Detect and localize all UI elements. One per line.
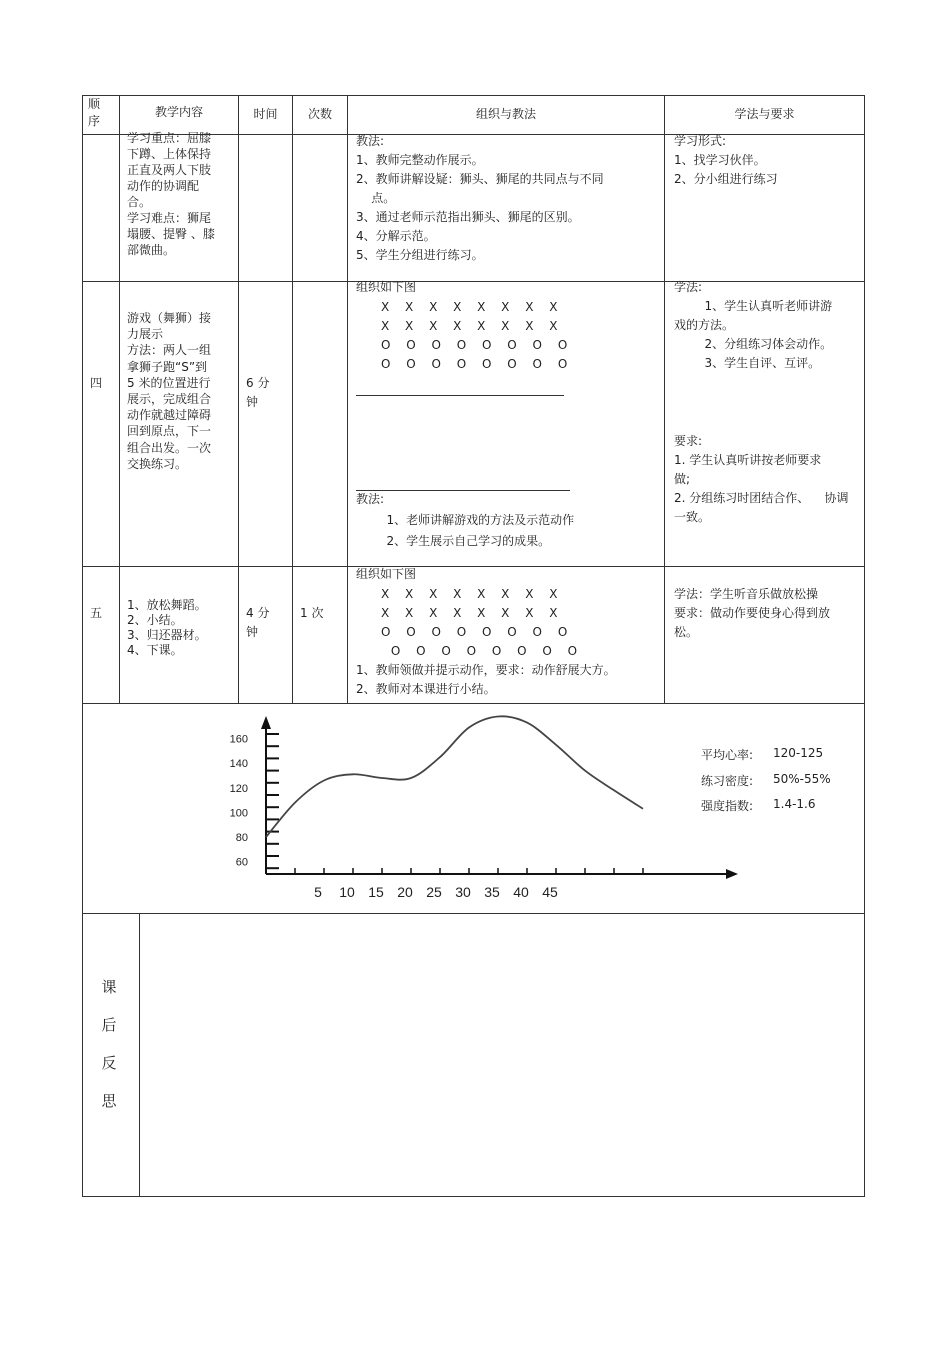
x-tick-label: 15: [368, 884, 384, 900]
x-tick-label: 35: [484, 884, 500, 900]
y-tick-label: 100: [229, 807, 248, 820]
col-divider: [664, 95, 665, 703]
y-tick-label: 120: [229, 782, 248, 795]
col-divider: [292, 95, 293, 703]
x-tick-label: 5: [314, 884, 322, 900]
row1-study: 学习形式: 1、找学习伙伴。 2、分小组进行练习: [674, 134, 778, 186]
x-tick-label: 40: [513, 884, 529, 900]
row2-formation-x1: X X X X X X X X: [381, 300, 564, 314]
x-tick-label: 25: [426, 884, 442, 900]
header-org: 组织与教法: [475, 107, 536, 121]
row2-org-method: 教法: 1、老师讲解游戏的方法及示范动作 2、学生展示自己学习的成果。: [356, 492, 575, 548]
stat-value-density: 50%-55%: [773, 772, 831, 786]
row2-seq: 四: [90, 376, 103, 390]
row1-org: 教法: 1、教师完整动作展示。 2、教师讲解设疑：狮头、狮尾的共同点与不同 点。 3、通过老师示范指出狮头、狮尾的区别。 4、分解示范。 5、学生分组进行练习。: [356, 134, 604, 262]
row2-study: 学法: 1、学生认真听老师讲游 戏的方法。 2、分组练习体会动作。 3、学生自评、互评。: [674, 280, 833, 370]
header-study: 学法与要求: [734, 107, 795, 121]
row3-seq: 五: [90, 606, 103, 620]
row3-content: 1、放松舞蹈。 2、小结。 3、归还器材。 4、下课。: [127, 598, 207, 657]
heart-rate-line: [266, 716, 643, 837]
stat-label-density: 练习密度:: [701, 774, 754, 788]
row3-formation-o1: O O O O O O O O: [381, 625, 574, 639]
stat-label-intensity: 强度指数:: [701, 799, 754, 813]
table-left-border: [82, 95, 83, 1197]
boundary-line: [356, 395, 564, 396]
x-tick-label: 30: [455, 884, 471, 900]
row-divider: [82, 566, 865, 567]
reflection-char: 后: [101, 1016, 117, 1034]
stat-value-intensity: 1.4-1.6: [773, 797, 816, 811]
table-bottom-border: [82, 1196, 865, 1197]
row3-org-notes: 1、教师领做并提示动作，要求：动作舒展大方。 2、教师对本课进行小结。: [356, 663, 616, 696]
header-time: 时间: [253, 107, 278, 121]
reflection-content-area[interactable]: [140, 914, 864, 1196]
col-divider: [119, 95, 120, 703]
row3-formation-x2: X X X X X X X X: [381, 606, 564, 620]
row2-formation-x2: X X X X X X X X: [381, 319, 564, 333]
stat-label-heart-rate: 平均心率:: [701, 748, 754, 762]
reflection-label: [89, 968, 129, 1120]
header-seq: 顺 序: [88, 97, 101, 128]
y-tick-label: 160: [229, 733, 248, 746]
col-divider: [238, 95, 239, 703]
table-top-border: [82, 95, 865, 96]
reflection-char: 课: [101, 978, 117, 996]
row3-count: 1 次: [300, 606, 324, 620]
y-tick-label: 80: [235, 832, 248, 845]
row2-formation-o2: O O O O O O O O: [381, 357, 574, 371]
row2-content: 游戏（舞狮）接 力展示 方法：两人一组 拿狮子跑“S”到 5 米的位置进行 展示，完成组合 动作就越过障碍 回到原点，下一 组合出发。一次 交换练习。: [127, 311, 212, 471]
x-tick-label: 10: [339, 884, 355, 900]
row2-org-title: 组织如下图: [356, 280, 417, 294]
x-tick-label: 45: [542, 884, 558, 900]
reflection-char: 思: [101, 1092, 117, 1110]
row3-study: 学法：学生听音乐做放松操 要求：做动作要使身心得到放 松。: [674, 587, 831, 639]
col-divider: [347, 95, 348, 703]
x-axis-arrow: [726, 869, 738, 879]
row2-time: 6 分 钟: [246, 376, 270, 409]
stat-value-heart-rate: 120-125: [773, 746, 824, 760]
header-count: 次数: [307, 107, 332, 121]
row2-formation-o1: O O O O O O O O: [381, 338, 574, 352]
row3-org-title: 组织如下图: [356, 567, 417, 581]
header-content: 教学内容: [154, 105, 203, 119]
y-axis-arrow: [261, 716, 271, 729]
row3-time: 4 分 钟: [246, 606, 270, 639]
y-tick-label: 60: [235, 856, 248, 869]
y-tick-label: 140: [229, 758, 248, 771]
reflection-char: 反: [101, 1054, 117, 1072]
x-tick-label: 20: [397, 884, 413, 900]
row2-requirements: 要求: 1. 学生认真听讲按老师要求 做; 2. 分组练习时团结合作、 协调 一致。: [674, 434, 849, 524]
table-right-border: [864, 95, 865, 1197]
row3-formation-o2: O O O O O O O O: [381, 644, 584, 658]
row3-formation-x1: X X X X X X X X: [381, 587, 564, 601]
row1-content: 学习重点：屈膝 下蹲、上体保持 正直及两人下肢 动作的协调配 合。 学习难点：狮尾 塌腰、提臀 、膝 部微曲。: [127, 131, 215, 257]
